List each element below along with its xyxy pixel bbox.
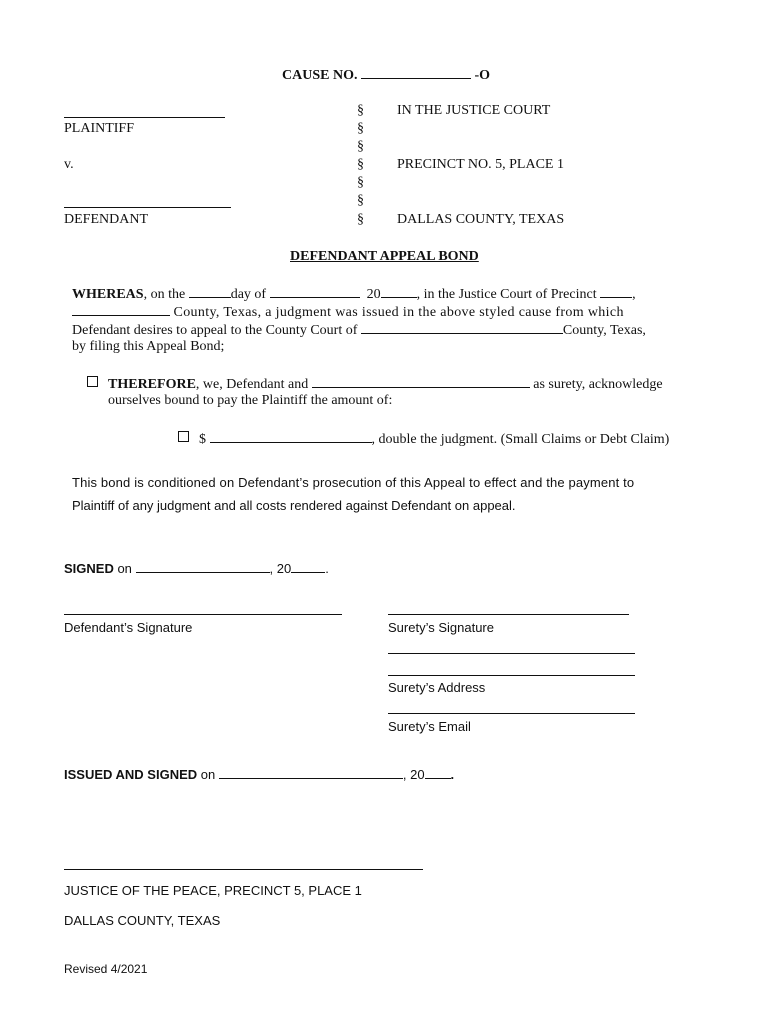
currency-symbol: $ xyxy=(199,432,206,447)
amount-text: , double the judgment. (Small Claims or Debt Claim) xyxy=(371,432,670,447)
therefore-line-1 xyxy=(87,375,663,393)
whereas-month-field[interactable] xyxy=(270,285,360,298)
issued-year-field[interactable] xyxy=(425,766,451,779)
condition-line-1: This bond is conditioned on Defendant’s prosecution of this Appeal to effect and the payment to xyxy=(72,475,635,490)
surety-email-field[interactable] xyxy=(388,713,635,714)
whereas-text: , xyxy=(632,287,636,302)
cause-number-suffix: -O xyxy=(474,68,491,83)
plaintiff-name-field[interactable] xyxy=(64,117,225,118)
therefore-lead: THEREFORE xyxy=(108,377,196,392)
signed-on: on xyxy=(113,561,132,576)
court-name: IN THE JUSTICE COURT xyxy=(397,103,551,118)
document-title: DEFENDANT APPEAL BOND xyxy=(290,249,479,264)
whereas-line-3 xyxy=(72,321,646,339)
issued-date-field[interactable] xyxy=(219,766,403,779)
surety-address-field-2[interactable] xyxy=(388,675,635,676)
section-symbol: § xyxy=(357,121,364,136)
defendant-label: DEFENDANT xyxy=(64,212,148,227)
signed-date-field[interactable] xyxy=(136,560,270,573)
whereas-text: County, Texas, a judgment was issued in the above styled cause from which xyxy=(173,305,624,320)
therefore-text: , we, Defendant and xyxy=(195,377,309,392)
issued-line xyxy=(64,766,454,782)
whereas-text: , in the Justice Court of Precinct xyxy=(416,287,597,302)
defendant-signature-field[interactable] xyxy=(64,614,342,615)
cause-number-field[interactable] xyxy=(361,66,471,79)
section-symbol: § xyxy=(357,139,364,154)
whereas-line-1 xyxy=(72,285,698,303)
cause-number-label: CAUSE NO. xyxy=(282,68,358,83)
whereas-text: 20 xyxy=(366,287,381,302)
precinct-place: PRECINCT NO. 5, PLACE 1 xyxy=(397,157,564,172)
whereas-county-field[interactable] xyxy=(72,303,170,316)
surety-address-label: Surety’s Address xyxy=(388,680,486,695)
section-symbol: § xyxy=(357,157,364,172)
judge-signature-field[interactable] xyxy=(64,869,423,870)
issued-label: ISSUED AND SIGNED xyxy=(64,767,198,782)
surety-name-field[interactable] xyxy=(312,375,530,388)
signed-end: . xyxy=(325,561,329,576)
revision-date: Revised 4/2021 xyxy=(64,962,148,976)
whereas-lead: WHEREAS xyxy=(72,287,144,302)
whereas-text: Defendant desires to appeal to the County Court of xyxy=(72,323,358,338)
whereas-line-4: by filing this Appeal Bond; xyxy=(72,339,225,354)
therefore-line-2: ourselves bound to pay the Plaintiff the amount of: xyxy=(108,393,393,408)
condition-line-2: Plaintiff of any judgment and all costs rendered against Defendant on appeal. xyxy=(72,498,516,513)
whereas-text: , on the xyxy=(143,287,186,302)
whereas-text: day of xyxy=(230,287,267,302)
judge-title: JUSTICE OF THE PEACE, PRECINCT 5, PLACE 1 xyxy=(64,883,362,898)
signed-year-field[interactable] xyxy=(291,560,325,573)
whereas-text: County, Texas, xyxy=(562,323,646,338)
signed-line xyxy=(64,560,329,576)
section-symbol: § xyxy=(357,103,364,118)
issued-end: . xyxy=(450,767,455,782)
court-county: DALLAS COUNTY, TEXAS xyxy=(397,212,565,227)
issued-year-prefix: , 20 xyxy=(402,767,425,782)
whereas-day-field[interactable] xyxy=(189,285,231,298)
surety-address-field-1[interactable] xyxy=(388,653,635,654)
amount-field[interactable] xyxy=(210,430,372,443)
versus-label: v. xyxy=(64,157,74,172)
issued-on: on xyxy=(197,767,216,782)
surety-signature-field[interactable] xyxy=(388,614,629,615)
section-symbol: § xyxy=(357,175,364,190)
defendant-signature-label: Defendant’s Signature xyxy=(64,620,193,635)
amount-line xyxy=(178,430,669,448)
defendant-name-field[interactable] xyxy=(64,207,231,208)
amount-checkbox[interactable] xyxy=(178,431,189,442)
appeal-county-field[interactable] xyxy=(361,321,563,334)
whereas-precinct-field[interactable] xyxy=(600,285,632,298)
therefore-text: as surety, acknowledge xyxy=(533,377,663,392)
surety-signature-label: Surety’s Signature xyxy=(388,620,494,635)
section-symbol: § xyxy=(357,193,364,208)
therefore-checkbox[interactable] xyxy=(87,376,98,387)
whereas-line-2 xyxy=(72,303,624,321)
section-symbol: § xyxy=(357,212,364,227)
judge-county: DALLAS COUNTY, TEXAS xyxy=(64,913,221,928)
cause-number-line xyxy=(282,66,490,84)
signed-year-prefix: , 20 xyxy=(269,561,292,576)
whereas-year-field[interactable] xyxy=(381,285,417,298)
signed-label: SIGNED xyxy=(64,561,114,576)
plaintiff-label: PLAINTIFF xyxy=(64,121,135,136)
surety-email-label: Surety’s Email xyxy=(388,719,471,734)
